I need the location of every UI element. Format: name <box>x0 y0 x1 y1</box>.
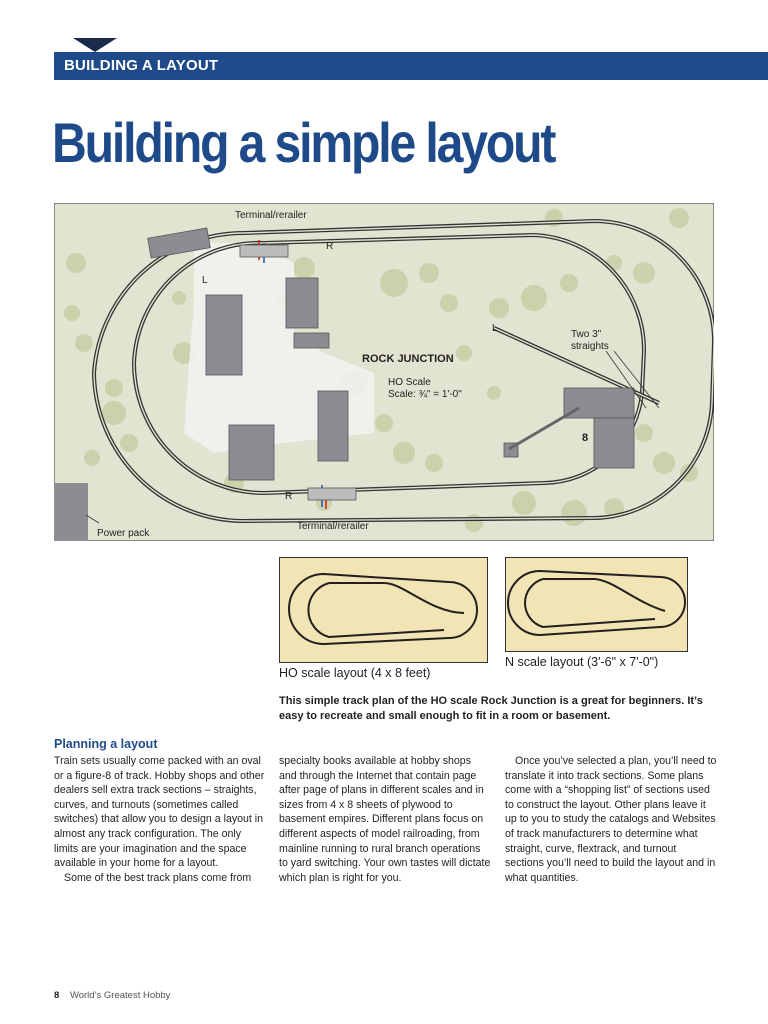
n-scale-diagram <box>505 557 688 652</box>
figure-caption: This simple track plan of the HO scale Rock Junction is a great for beginners. It’s easy to recreate and small enough to fit in a room or basement. <box>279 695 703 722</box>
section-header-bar <box>54 52 768 80</box>
page-title: Building a simple layout <box>52 111 555 174</box>
track-plan-illustration <box>54 203 714 541</box>
column-2-paragraph-1: specialty books available at hobby shops and through the Internet that contain page after page of plans in different scales and in sizes from 4 x 8 sheets of plywood to basement empires. Different plans focus on different aspects of model railroading, from mainline running to rural branch operations to yard switching. Your own tastes will dictate which plan is right for you. <box>279 755 491 884</box>
publication-name: World’s Greatest Hobby <box>69 990 171 1001</box>
column-3-paragraph-1: Once you’ve selected a plan, you’ll need to translate it into track sections. Some plans come with a “shopping list” of sections used to construct the layout. Other plans leave it up to you to study the catalogs and Websites of track manufacturers to determine what straight, curve, flextrack, and turnout sections you’ll need to build the layout and in what quantities. <box>505 755 717 884</box>
right-turnout-label-bottom: R <box>285 491 293 502</box>
two-straights-label-2: straights <box>571 341 609 352</box>
article-column-3 <box>505 754 717 885</box>
power-pack-box <box>54 483 88 541</box>
right-turnout-label-top: R <box>326 241 334 252</box>
article-subhead: Planning a layout <box>54 737 158 751</box>
scale-label-2: Scale: ¾" = 1'-0" <box>388 389 462 400</box>
article-column-2 <box>279 754 491 885</box>
ho-scale-diagram <box>279 557 488 663</box>
terminal-label-bottom: Terminal/rerailer <box>297 521 369 532</box>
terminal-label-top: Terminal/rerailer <box>235 210 307 221</box>
two-straights-label-1: Two 3" <box>571 329 602 340</box>
power-pack-label: Power pack <box>97 528 150 539</box>
section-label: BUILDING A LAYOUT <box>64 57 219 74</box>
column-1-paragraph-1: Train sets usually come packed with an oval or a figure-8 of track. Hobby shops and other dealers sell extra track sections – straights, curves, and turnouts (sometimes called switches) that allow you to design a layout in almost any track configuration. The only limits are your imagination and the space available in your home for a layout. <box>54 755 265 870</box>
page-number: 8 <box>54 990 60 1001</box>
page-footer <box>54 990 170 1001</box>
section-tab-notch <box>73 38 117 52</box>
column-1-paragraph-2: Some of the best track plans come from <box>64 871 252 884</box>
industry-number-label: 8 <box>582 432 589 444</box>
scale-label-1: HO Scale <box>388 377 431 388</box>
place-name-label: ROCK JUNCTION <box>362 353 454 365</box>
n-scale-caption: N scale layout (3'-6" x 7'-0") <box>505 655 659 669</box>
ho-scale-caption: HO scale layout (4 x 8 feet) <box>279 666 431 680</box>
left-turnout-label-left: L <box>202 275 208 286</box>
left-turnout-label-right: L <box>492 323 498 334</box>
article-column-1 <box>54 754 266 885</box>
